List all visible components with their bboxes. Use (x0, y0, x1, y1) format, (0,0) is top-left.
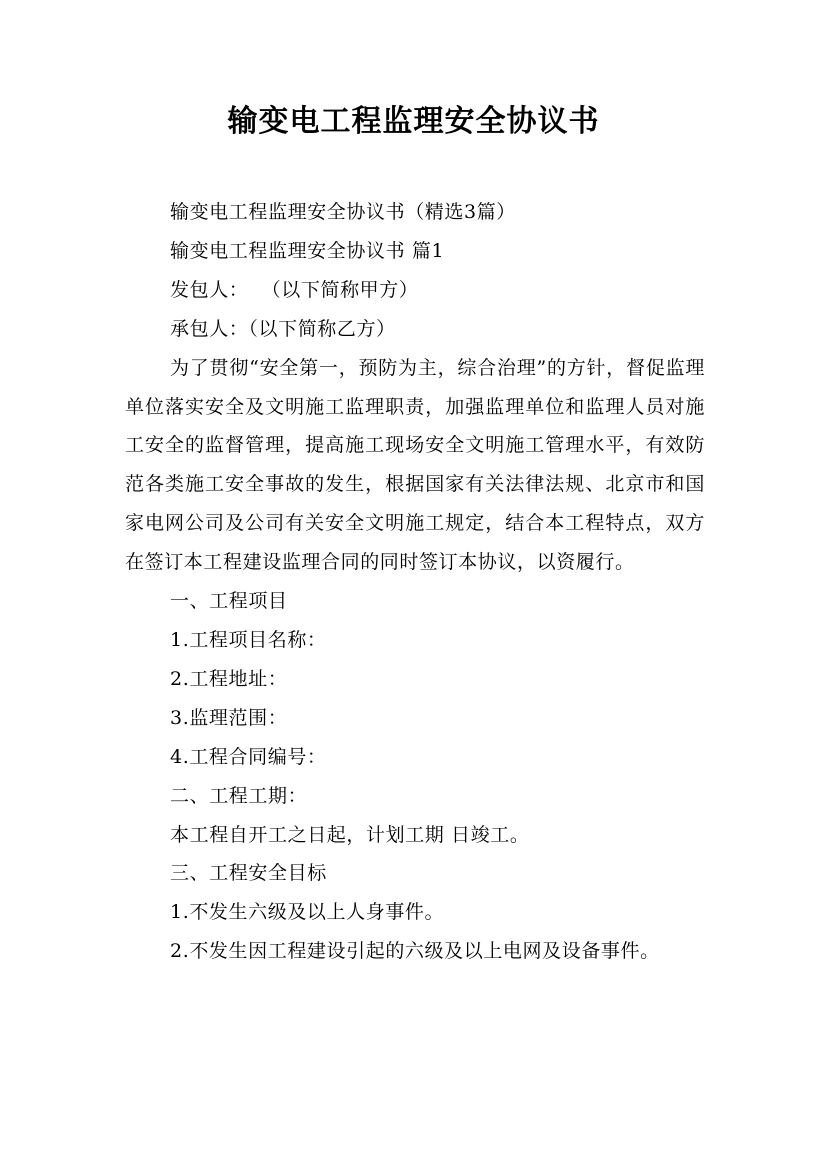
paragraph-heading-safety-goals: 三、工程安全目标 (170, 862, 327, 885)
paragraph-schedule: 本工程自开工之日起，计划工期 日竣工。 (170, 823, 530, 846)
paragraph-goal-2: 2.不发生因工程建设引起的六级及以上电网及设备事件。 (170, 940, 660, 963)
document-body (125, 193, 705, 971)
document-title: 输变电工程监理安全协议书 (227, 104, 600, 139)
paragraph-supervision-scope: 3.监理范围： (170, 706, 288, 729)
paragraph-subtitle: 输变电工程监理安全协议书（精选3篇） (170, 201, 516, 223)
paragraph-heading-schedule: 二、工程工期： (170, 784, 308, 807)
paragraph-project-address: 2.工程地址： (170, 667, 288, 690)
paragraph-heading-project: 一、工程项目 (170, 590, 288, 613)
paragraph-goal-1: 1.不发生六级及以上人身事件。 (170, 901, 445, 924)
paragraph-contract-number: 4.工程合同编号： (170, 745, 327, 768)
paragraph-party-a: 发包人： （以下简称甲方） (170, 278, 419, 301)
paragraph-purpose: 为了贯彻“安全第一，预防为主，综合治理”的方针，督促监理单位落实安全及文明施工监理职责，加强监理单位和监理人员对施工安全的监督管理，提高施工现场安全文明施工管理水平，有效防范各类施工安全事故的发生，根据国家有关法律法规、北京市和国家电网公司及公司有关安全文明施工规定，结合本工程特点，双方在签订本工程建设监理合同的同时签订本协议，以资履行。 (125, 356, 705, 574)
paragraph-section-heading: 输变电工程监理安全协议书 篇1 (170, 239, 445, 262)
paragraph-project-name: 1.工程项目名称： (170, 628, 327, 651)
paragraph-party-b: 承包人：（以下简称乙方） (170, 317, 396, 340)
